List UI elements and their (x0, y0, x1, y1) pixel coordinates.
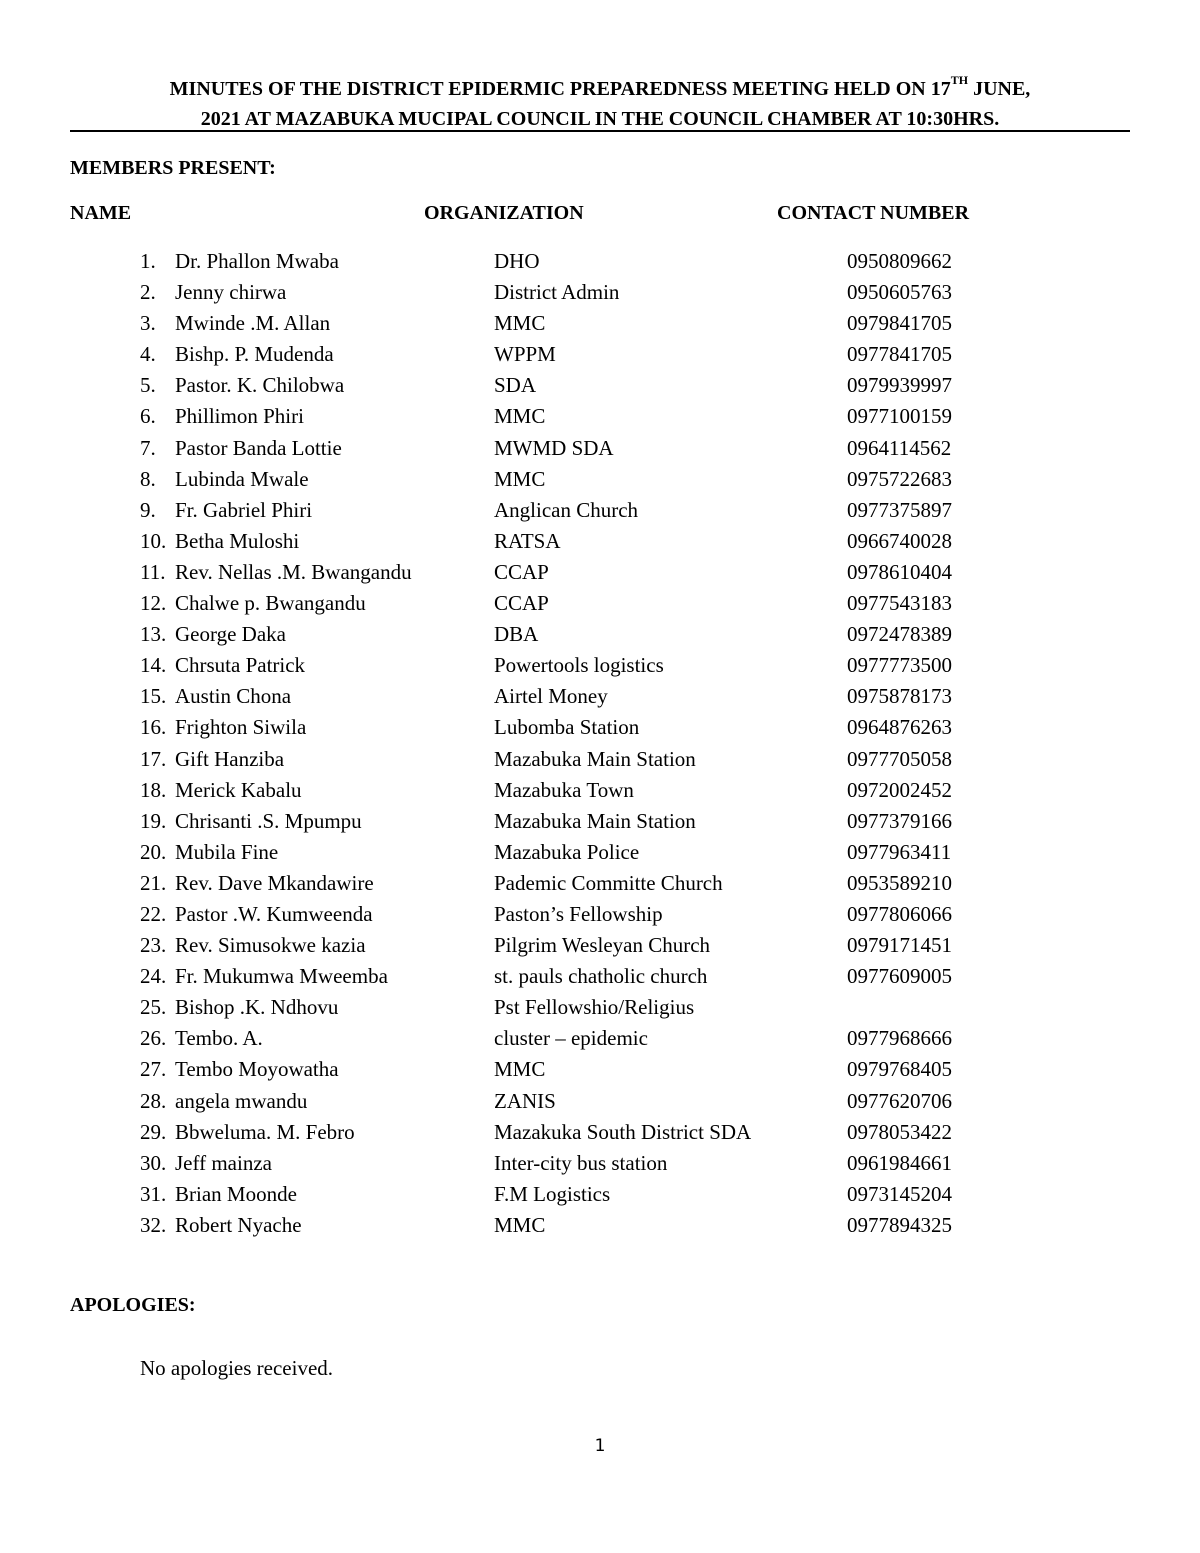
member-contact-number: 0978053422 (847, 1119, 952, 1144)
members-list (0, 247, 1200, 1242)
title-line-1 (70, 74, 1130, 104)
member-number: 29. (140, 1119, 167, 1144)
member-number: 26. (140, 1026, 167, 1051)
member-number: 2. (140, 280, 156, 305)
member-name: Dr. Phallon Mwaba (175, 249, 339, 273)
member-contact-number: 0977620706 (847, 1088, 952, 1113)
member-name: Mwinde .M. Allan (175, 311, 331, 336)
member-row (0, 962, 1200, 993)
member-organization: st. pauls chatholic church (494, 964, 708, 989)
member-name: Austin Chona (175, 684, 292, 709)
member-organization: CCAP (494, 559, 549, 584)
member-organization: Paston’s Fellowship (494, 901, 663, 926)
member-number: 32. (140, 1212, 167, 1237)
member-contact-number: 0979939997 (847, 373, 952, 398)
member-row (0, 340, 1200, 371)
member-number: 17. (140, 746, 167, 771)
member-organization: WPPM (494, 342, 556, 367)
member-contact-number: 0975878173 (847, 684, 952, 709)
member-contact-number: 0961984661 (847, 1150, 952, 1175)
member-row (0, 434, 1200, 465)
member-row (0, 371, 1200, 402)
member-contact-number: 0977773500 (847, 653, 952, 678)
apologies-text: No apologies received. (140, 1356, 334, 1380)
member-number: 13. (140, 622, 167, 647)
member-name: angela mwandu (175, 1088, 308, 1113)
member-row (0, 558, 1200, 589)
member-number: 11. (140, 559, 166, 584)
member-organization: CCAP (494, 591, 549, 616)
member-row (0, 402, 1200, 433)
member-row (0, 1118, 1200, 1149)
members-present-heading: MEMBERS PRESENT: (70, 157, 276, 179)
member-row (0, 838, 1200, 869)
member-name: Phillimon Phiri (175, 404, 304, 429)
member-row (0, 309, 1200, 340)
member-number: 6. (140, 404, 156, 429)
column-header-contact-number: CONTACT NUMBER (777, 202, 970, 224)
member-number: 27. (140, 1057, 167, 1082)
member-contact-number: 0950605763 (847, 280, 952, 305)
member-contact-number: 0977841705 (847, 342, 952, 367)
member-name: Tembo Moyowatha (175, 1057, 339, 1082)
member-contact-number: 0977100159 (847, 404, 952, 429)
member-organization: cluster – epidemic (494, 1026, 648, 1051)
member-organization: SDA (494, 373, 537, 398)
member-row (0, 713, 1200, 744)
member-contact-number: 0977609005 (847, 964, 952, 989)
member-row (0, 589, 1200, 620)
title-superscript: TH (950, 73, 969, 88)
member-name: Tembo. A. (175, 1026, 263, 1051)
member-name: Pastor .W. Kumweenda (175, 901, 373, 926)
member-contact-number: 0950809662 (847, 249, 952, 273)
member-organization: MMC (494, 1212, 546, 1237)
member-row (0, 1087, 1200, 1118)
member-organization: DHO (494, 249, 540, 273)
member-number: 25. (140, 995, 167, 1020)
member-organization: MMC (494, 311, 546, 336)
document-title (70, 74, 1130, 134)
member-number: 30. (140, 1150, 167, 1175)
member-name: Rev. Simusokwe kazia (175, 933, 366, 958)
member-contact-number: 0977705058 (847, 746, 952, 771)
member-contact-number: 0979768405 (847, 1057, 952, 1082)
member-number: 8. (140, 466, 156, 491)
member-name: Pastor Banda Lottie (175, 435, 342, 460)
member-contact-number: 0966740028 (847, 528, 952, 553)
member-row (0, 993, 1200, 1024)
member-organization: Pademic Committe Church (494, 870, 723, 895)
member-row (0, 869, 1200, 900)
member-row (0, 807, 1200, 838)
member-contact-number: 0977379166 (847, 808, 952, 833)
member-row (0, 278, 1200, 309)
member-name: Jeff mainza (175, 1150, 272, 1175)
member-organization: Powertools logistics (494, 653, 664, 678)
member-name: Fr. Mukumwa Mweemba (175, 964, 388, 989)
member-number: 1. (140, 249, 156, 273)
member-number: 5. (140, 373, 156, 398)
member-organization: Anglican Church (494, 497, 639, 522)
member-contact-number: 0978610404 (847, 559, 952, 584)
member-number: 19. (140, 808, 167, 833)
member-contact-number: 0977375897 (847, 497, 952, 522)
member-organization: Inter-city bus station (494, 1150, 668, 1175)
member-number: 20. (140, 839, 167, 864)
member-number: 3. (140, 311, 156, 336)
member-name: Robert Nyache (175, 1212, 302, 1237)
member-row (0, 900, 1200, 931)
member-organization: Mazakuka South District SDA (494, 1119, 752, 1144)
member-organization: MWMD SDA (494, 435, 614, 460)
member-number: 7. (140, 435, 156, 460)
member-name: Lubinda Mwale (175, 466, 309, 491)
member-row (0, 496, 1200, 527)
member-row (0, 247, 1200, 278)
member-row (0, 527, 1200, 558)
member-name: Betha Muloshi (175, 528, 300, 553)
member-organization: Lubomba Station (494, 715, 640, 740)
apologies-heading: APOLOGIES: (70, 1294, 196, 1316)
member-name: Brian Moonde (175, 1181, 297, 1206)
member-number: 14. (140, 653, 167, 678)
member-number: 4. (140, 342, 156, 367)
member-name: Jenny chirwa (175, 280, 287, 305)
member-organization: Airtel Money (494, 684, 608, 709)
member-row (0, 1055, 1200, 1086)
member-row (0, 1211, 1200, 1242)
member-organization: Mazabuka Main Station (494, 808, 696, 833)
member-organization: F.M Logistics (494, 1181, 611, 1206)
member-number: 10. (140, 528, 167, 553)
member-name: Frighton Siwila (175, 715, 307, 740)
page-number: 1 (594, 1436, 606, 1456)
member-name: Pastor. K. Chilobwa (175, 373, 345, 398)
member-row (0, 931, 1200, 962)
member-name: Bishop .K. Ndhovu (175, 995, 339, 1020)
member-organization: MMC (494, 1057, 546, 1082)
member-name: Chrisanti .S. Mpumpu (175, 808, 362, 833)
member-name: Gift Hanziba (175, 746, 285, 771)
member-organization: ZANIS (494, 1088, 556, 1113)
member-contact-number: 0977806066 (847, 901, 952, 926)
member-contact-number: 0972478389 (847, 622, 952, 647)
member-row (0, 1149, 1200, 1180)
member-contact-number: 0964114562 (847, 435, 952, 460)
member-organization: MMC (494, 404, 546, 429)
member-organization: Mazabuka Police (494, 839, 640, 864)
member-contact-number: 0972002452 (847, 777, 952, 802)
member-row (0, 1180, 1200, 1211)
member-name: Chrsuta Patrick (175, 653, 306, 678)
member-organization: DBA (494, 622, 539, 647)
member-name: Bishp. P. Mudenda (175, 342, 334, 367)
member-name: Rev. Dave Mkandawire (175, 870, 374, 895)
member-number: 12. (140, 591, 167, 616)
member-contact-number: 0979171451 (847, 933, 952, 958)
member-number: 23. (140, 933, 167, 958)
member-name: Mubila Fine (175, 839, 279, 864)
member-row (0, 776, 1200, 807)
member-contact-number: 0979841705 (847, 311, 952, 336)
column-header-organization: ORGANIZATION (424, 202, 584, 224)
member-row (0, 651, 1200, 682)
member-number: 22. (140, 901, 167, 926)
title-text-start: MINUTES OF THE DISTRICT EPIDERMIC PREPAREDNESS MEETING HELD ON 17 (169, 78, 951, 100)
member-name: Fr. Gabriel Phiri (175, 497, 313, 522)
member-contact-number: 0977963411 (847, 839, 952, 864)
member-name: Bbweluma. M. Febro (175, 1119, 355, 1144)
member-row (0, 745, 1200, 776)
member-contact-number: 0977968666 (847, 1026, 952, 1051)
member-row (0, 465, 1200, 496)
member-organization: Mazabuka Town (494, 777, 634, 802)
member-organization: Pst Fellowshio/Religius (494, 995, 695, 1020)
member-row (0, 682, 1200, 713)
member-contact-number: 0964876263 (847, 715, 952, 740)
member-name: George Daka (175, 622, 286, 647)
member-organization: Mazabuka Main Station (494, 746, 696, 771)
member-contact-number: 0953589210 (847, 870, 952, 895)
member-number: 31. (140, 1181, 167, 1206)
member-number: 15. (140, 684, 167, 709)
title-text-end: JUNE, (968, 78, 1031, 100)
title-line-2: 2021 AT MAZABUKA MUCIPAL COUNCIL IN THE COUNCIL CHAMBER AT 10:30HRS. (200, 108, 1000, 130)
member-row (0, 1024, 1200, 1055)
member-organization: Pilgrim Wesleyan Church (494, 933, 711, 958)
member-organization: MMC (494, 466, 546, 491)
member-name: Rev. Nellas .M. Bwangandu (175, 559, 412, 584)
member-organization: District Admin (494, 280, 620, 305)
member-contact-number: 0973145204 (847, 1181, 952, 1206)
member-name: Merick Kabalu (175, 777, 302, 802)
member-number: 28. (140, 1088, 167, 1113)
member-number: 16. (140, 715, 167, 740)
member-number: 24. (140, 964, 167, 989)
member-contact-number: 0977543183 (847, 591, 952, 616)
member-organization: RATSA (494, 528, 561, 553)
column-header-name: NAME (70, 202, 132, 224)
title-underline-divider (70, 130, 1130, 132)
member-contact-number: 0975722683 (847, 466, 952, 491)
member-row (0, 620, 1200, 651)
member-number: 9. (140, 497, 156, 522)
member-contact-number: 0977894325 (847, 1212, 952, 1237)
member-number: 21. (140, 870, 167, 895)
member-name: Chalwe p. Bwangandu (175, 591, 366, 616)
member-number: 18. (140, 777, 167, 802)
